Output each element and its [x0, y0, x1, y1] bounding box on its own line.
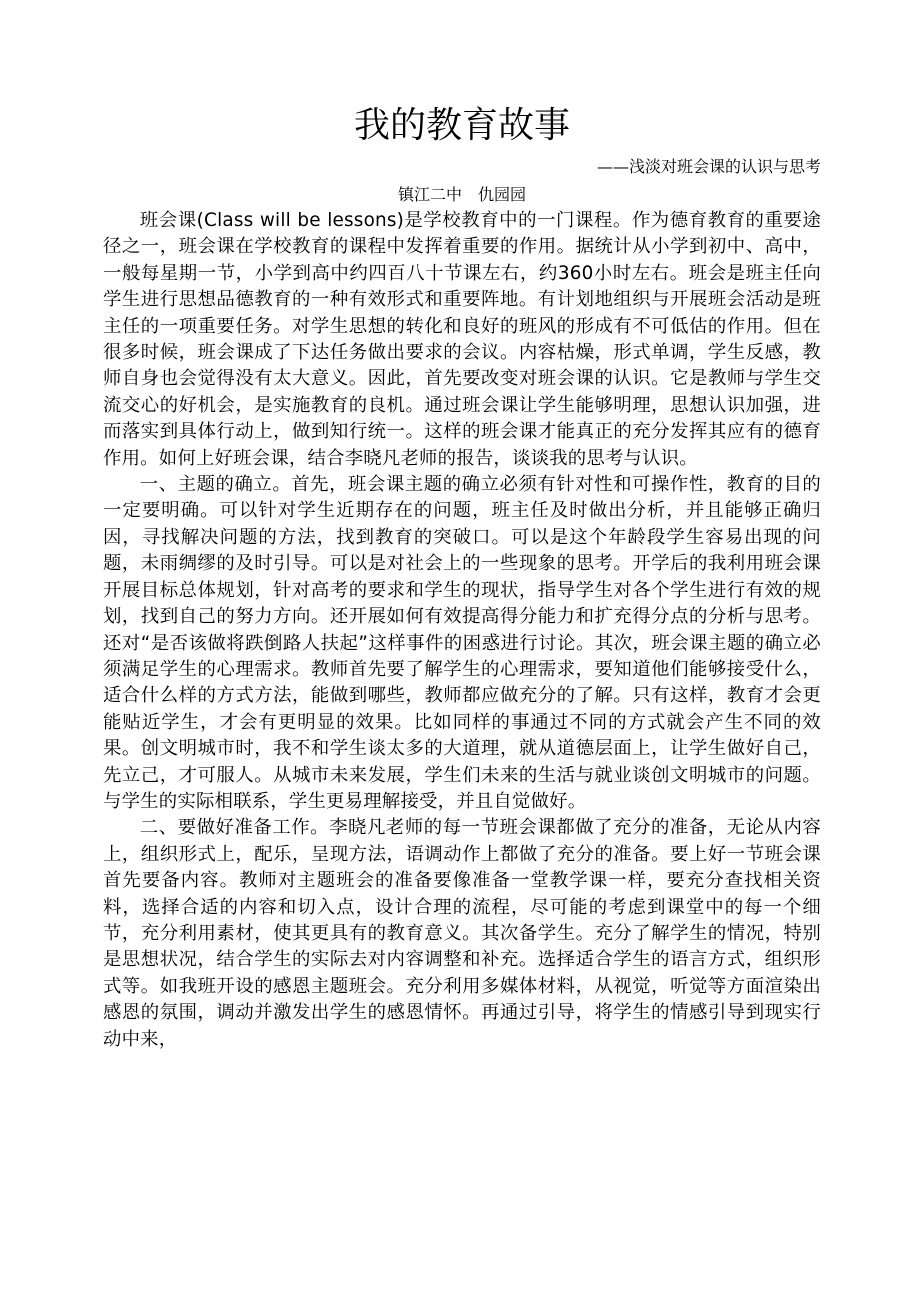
paragraph-section-one: 一、主题的确立。首先，班会课主题的确立必须有针对性和可操作性，教育的目的一定要明确。可以针对学生近期存在的问题，班主任及时做出分析，并且能够正确归因，寻找解决问题的方法，找到教育的突破口。可以是这个年龄段学生容易出现的问题，未雨绸缪的及时引导。可以是对社会上的一些现象的思考。开学后的我利用班会课开展目标总体规划，针对高考的要求和学生的现状，指导学生对各个学生进行有效的规划，找到自己的努力方向。还开展如何有效提高得分能力和扩充得分点的分析与思考。还对“是否该做将跌倒路人扶起”这样事件的困惑进行讨论。其次，班会课主题的确立必须满足学生的心理需求。教师首先要了解学生的心理需求，要知道他们能够接受什么，适合什么样的方式方法，能做到哪些，教师都应做充分的了解。只有这样，教育才会更能贴近学生，才会有更明显的效果。比如同样的事通过不同的方式就会产生不同的效果。创文明城市时，我不和学生谈太多的大道理，就从道德层面上，让学生做好自己，先立己，才可服人。从城市未来发展，学生们未来的生活与就业谈创文明城市的问题。与学生的实际相联系，学生更易理解接受，并且自觉做好。 — [103, 474, 821, 812]
document-author: 镇江二中 仇园园 — [397, 185, 526, 204]
paragraph-section-two: 二、要做好准备工作。李晓凡老师的每一节班会课都做了充分的准备，无论从内容上，组织形式上，配乐，呈现方法，语调动作上都做了充分的准备。要上好一节班会课首先要备内容。教师对主题班会的准备要像准备一堂教学课一样，要充分查找相关资料，选择合适的内容和切入点，设计合理的流程，尽可能的考虑到课堂中的每一个细节，充分利用素材，使其更具有的教育意义。其次备学生。充分了解学生的情况，特别是思想状况，结合学生的实际去对内容调整和补充。选择适合学生的语言方式，组织形式等。如我班开设的感恩主题班会。充分利用多媒体材料，从视觉，听觉等方面渲染出感恩的氛围，调动并激发出学生的感恩情怀。再通过引导，将学生的情感引导到现实行动中来， — [103, 817, 821, 1050]
document-title: 我的教育故事 — [353, 105, 570, 146]
document-page — [103, 100, 821, 1053]
document-subtitle: ——浅淡对班会课的认识与思考 — [596, 157, 821, 176]
paragraph-intro: 班会课(Class will be lessons)是学校教育中的一门课程。作为德育教育的重要途径之一，班会课在学校教育的课程中发挥着重要的作用。据统计从小学到初中、高中，一般每星期一节，小学到高中约四百八十节课左右，约360小时左右。班会是班主任向学生进行思想品德教育的一种有效形式和重要阵地。有计划地组织与开展班会活动是班主任的一项重要任务。对学生思想的转化和良好的班风的形成有不可低估的作用。但在很多时候，班会课成了下达任务做出要求的会议。内容枯燥，形式单调，学生反感，教师自身也会觉得没有太大意义。因此，首先要改变对班会课的认识。它是教师与学生交流交心的好机会，是实施教育的良机。通过班会课让学生能够明理，思想认识加强，进而落实到具体行动上，做到知行统一。这样的班会课才能真正的充分发挥其应有的德育作用。如何上好班会课，结合李晓凡老师的报告，谈谈我的思考与认识。 — [103, 210, 821, 469]
